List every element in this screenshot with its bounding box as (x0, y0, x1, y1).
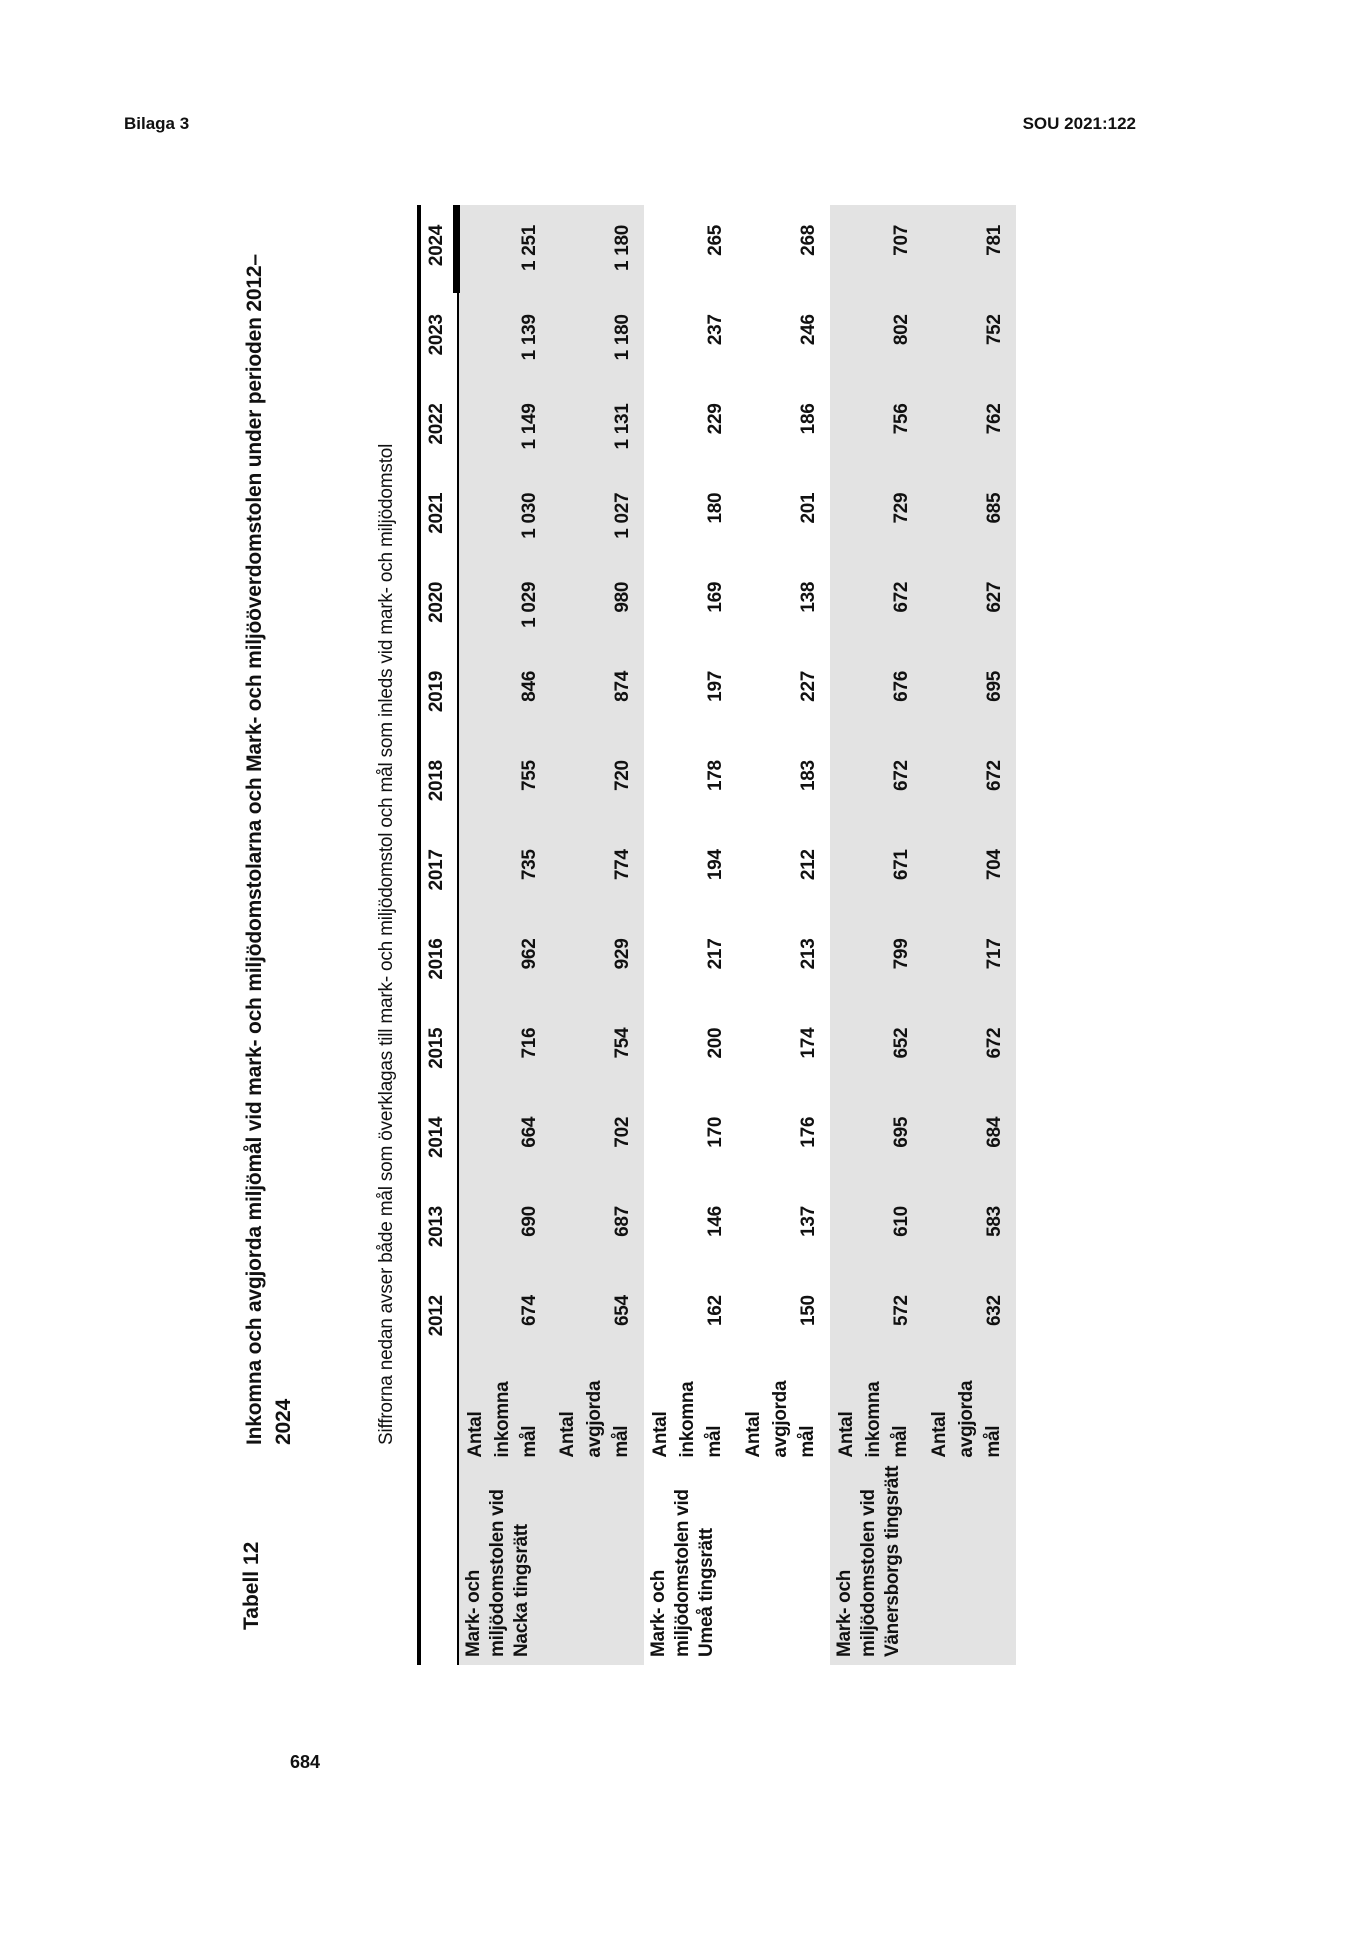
value-cell: 176 (798, 1116, 819, 1148)
value-cell: 704 (923, 829, 1016, 918)
table-caption-number: Tabell 12 (240, 1541, 263, 1630)
value-cell: 672 (923, 740, 1016, 829)
value-cell: 178 (705, 760, 726, 791)
table-row (923, 205, 1016, 1665)
value-cell: 735 (458, 829, 551, 918)
value-cell: 695 (830, 1097, 923, 1186)
value-cell: 1 180 (551, 294, 644, 383)
measure-label: Antal avgjorda mål (743, 1380, 818, 1458)
value-cell: 265 (705, 225, 726, 256)
value-cell: 672 (830, 740, 923, 829)
year-header: 2018 (419, 740, 458, 829)
year-header: 2024 (419, 205, 458, 294)
value-cell: 980 (551, 562, 644, 651)
value-cell: 695 (923, 651, 1016, 740)
year-header: 2019 (419, 651, 458, 740)
value-cell: 627 (923, 562, 1016, 651)
group-header-stub (419, 1460, 458, 1665)
value-cell: 1 180 (551, 205, 644, 294)
value-cell: 1 027 (551, 473, 644, 562)
value-cell: 174 (798, 1027, 819, 1059)
value-cell: 754 (551, 1008, 644, 1097)
value-cell: 170 (705, 1116, 726, 1148)
value-cell: 752 (923, 294, 1016, 383)
measure-label: Antal avgjorda mål (923, 1364, 1016, 1459)
measure-label: Antal avgjorda mål (551, 1364, 644, 1459)
value-cell: 707 (830, 205, 923, 294)
measure-label: Antal inkomna mål (650, 1381, 725, 1458)
value-cell: 774 (551, 829, 644, 918)
measure-header-stub (419, 1364, 458, 1459)
table-caption-title: Inkomna och avgjorda miljömål vid mark- och miljödomstolarna och Mark- och miljööverdomstolen under perioden 2012–2024 (243, 254, 295, 1445)
value-cell: 846 (458, 651, 551, 740)
court-label: Mark- och miljödomstolen vid Umeå tingsrätt (648, 1489, 717, 1657)
table-row (551, 205, 644, 1665)
value-cell: 213 (798, 938, 819, 970)
year-header: 2016 (419, 919, 458, 1008)
table-body (458, 205, 1016, 1665)
value-cell: 962 (458, 919, 551, 1008)
value-cell: 227 (798, 671, 819, 702)
year-header: 2022 (419, 384, 458, 473)
value-cell: 229 (705, 403, 726, 435)
table-row (737, 205, 830, 1665)
value-cell: 150 (798, 1295, 819, 1327)
value-cell: 672 (923, 1008, 1016, 1097)
value-cell: 162 (705, 1295, 726, 1327)
value-cell: 671 (830, 829, 923, 918)
value-cell: 246 (798, 314, 819, 346)
value-cell: 180 (705, 492, 726, 524)
value-cell: 169 (705, 581, 726, 613)
value-cell: 200 (705, 1027, 726, 1059)
header-bilaga-label: Bilaga 3 (124, 114, 190, 133)
value-cell: 717 (923, 919, 1016, 1008)
value-cell: 685 (923, 473, 1016, 562)
table-row (644, 205, 737, 1665)
year-header: 2015 (419, 1008, 458, 1097)
value-cell: 676 (830, 651, 923, 740)
rotated-table-block (240, 165, 1030, 1665)
value-cell: 756 (830, 384, 923, 473)
value-cell: 1 149 (458, 384, 551, 473)
year-header: 2021 (419, 473, 458, 562)
value-cell: 194 (705, 849, 726, 881)
value-cell: 1 139 (458, 294, 551, 383)
value-cell: 729 (830, 473, 923, 562)
value-cell: 755 (458, 740, 551, 829)
header-rule-thick-segment (453, 205, 460, 293)
value-cell: 874 (551, 651, 644, 740)
value-cell: 716 (458, 1008, 551, 1097)
value-cell: 652 (830, 1008, 923, 1097)
value-cell: 237 (705, 314, 726, 346)
page-number: 684 (290, 1752, 321, 1772)
value-cell: 720 (551, 740, 644, 829)
value-cell: 138 (798, 581, 819, 613)
value-cell: 762 (923, 384, 1016, 473)
statistics-table-wrapper (417, 205, 1016, 1665)
value-cell: 632 (923, 1275, 1016, 1364)
value-cell: 1 131 (551, 384, 644, 473)
header-sou-label: SOU 2021:122 (1022, 114, 1136, 133)
value-cell: 1 030 (458, 473, 551, 562)
value-cell: 664 (458, 1097, 551, 1186)
value-cell: 674 (458, 1275, 551, 1364)
value-cell: 1 029 (458, 562, 551, 651)
value-cell: 183 (798, 760, 819, 791)
measure-label: Antal inkomna mål (830, 1364, 923, 1459)
court-label: Mark- och miljödomstolen vid Vänersborgs tingsrätt (830, 1460, 1016, 1665)
year-header: 2023 (419, 294, 458, 383)
table-row (830, 205, 923, 1665)
value-cell: 212 (798, 849, 819, 881)
table-subtitle: Siffrorna nedan avser både mål som överklagas till mark- och miljödomstol och mål som inleds vid mark- och miljödomstol (376, 443, 397, 1445)
value-cell: 802 (830, 294, 923, 383)
year-header: 2013 (419, 1186, 458, 1275)
value-cell: 702 (551, 1097, 644, 1186)
value-cell: 572 (830, 1275, 923, 1364)
statistics-table (417, 205, 1016, 1665)
value-cell: 583 (923, 1186, 1016, 1275)
value-cell: 186 (798, 403, 819, 435)
value-cell: 197 (705, 671, 726, 702)
year-header: 2014 (419, 1097, 458, 1186)
value-cell: 268 (798, 225, 819, 256)
value-cell: 654 (551, 1275, 644, 1364)
value-cell: 799 (830, 919, 923, 1008)
value-cell: 137 (798, 1206, 819, 1237)
value-cell: 146 (705, 1206, 726, 1237)
value-cell: 687 (551, 1186, 644, 1275)
year-header: 2017 (419, 829, 458, 918)
value-cell: 672 (830, 562, 923, 651)
year-header: 2012 (419, 1275, 458, 1364)
value-cell: 610 (830, 1186, 923, 1275)
value-cell: 781 (923, 205, 1016, 294)
value-cell: 1 251 (458, 205, 551, 294)
value-cell: 690 (458, 1186, 551, 1275)
value-cell: 201 (798, 492, 819, 524)
year-header: 2020 (419, 562, 458, 651)
year-header-row (419, 205, 458, 1665)
value-cell: 684 (923, 1097, 1016, 1186)
value-cell: 929 (551, 919, 644, 1008)
measure-label: Antal inkomna mål (458, 1364, 551, 1459)
table-row (458, 205, 551, 1665)
value-cell: 217 (705, 938, 726, 970)
court-label: Mark- och miljödomstolen vid Nacka tingsrätt (458, 1460, 644, 1665)
